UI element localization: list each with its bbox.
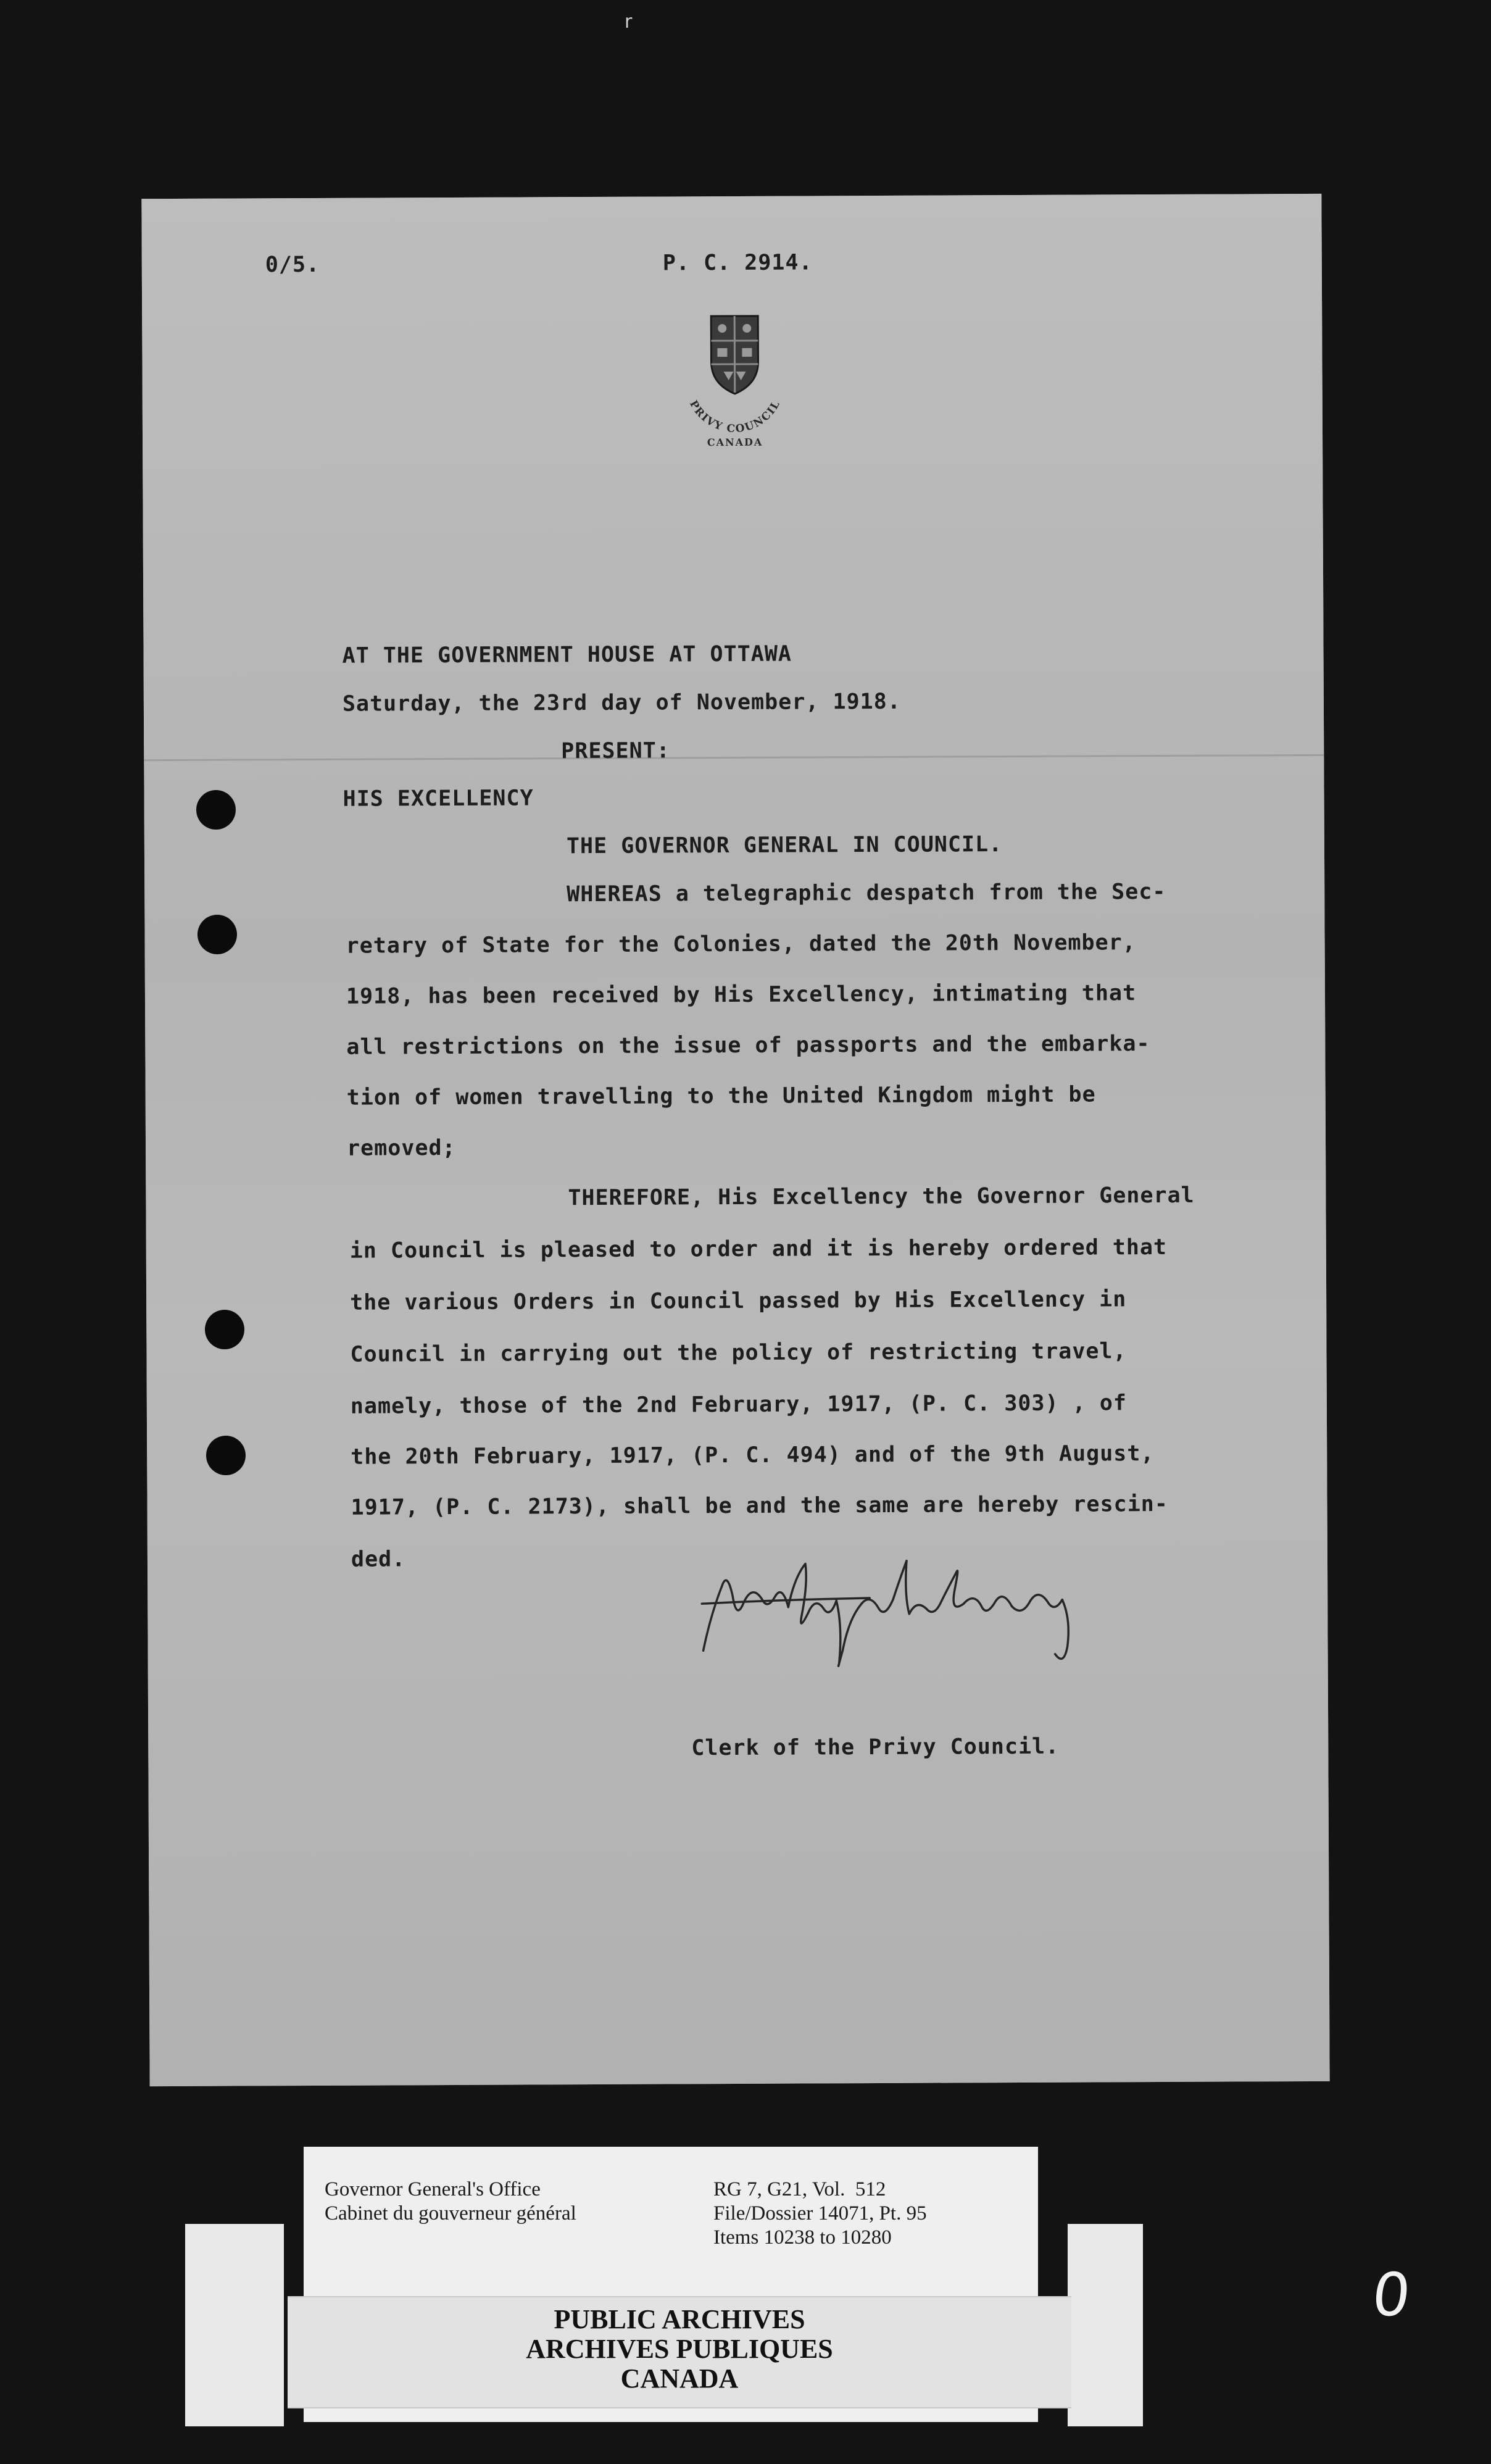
archives-fr: ARCHIVES PUBLIQUES: [526, 2334, 833, 2364]
heading-place: AT THE GOVERNMENT HOUSE AT OTTAWA: [342, 641, 792, 668]
whereas-line: tion of women travelling to the United Kingdom might be: [346, 1082, 1096, 1110]
top-mark: r: [625, 11, 633, 33]
whereas-line: 1918, has been received by His Excellency, intimating that: [346, 981, 1137, 1009]
therefore-line: in Council is pleased to order and it is hereby ordered that: [349, 1234, 1168, 1263]
frame-number: 0: [1369, 2260, 1414, 2329]
office-en: Governor General's Office: [325, 2178, 541, 2200]
document-page: [141, 194, 1329, 2086]
reference-line: Items 10238 to 10280: [713, 2226, 892, 2249]
office-fr: Cabinet du gouverneur général: [325, 2202, 576, 2225]
label-tab-right: [1068, 2224, 1143, 2426]
whereas-line: removed;: [346, 1135, 456, 1161]
therefore-line: THEREFORE, His Excellency the Governor General: [568, 1183, 1195, 1211]
privy-council-seal-icon: [660, 302, 809, 451]
archives-stamp: [288, 2305, 1071, 2394]
svg-text:PRIVY COUNCIL: PRIVY COUNCIL: [686, 397, 783, 436]
therefore-line: the 20th February, 1917, (P. C. 494) and of the 9th August,: [351, 1441, 1155, 1470]
archives-en: PUBLIC ARCHIVES: [554, 2304, 805, 2334]
therefore-line: ded.: [351, 1547, 406, 1572]
his-excellency: HIS EXCELLENCY: [343, 786, 534, 812]
handwritten-signature: [684, 1539, 1117, 1676]
reference-line: RG 7, G21, Vol. 512: [713, 2178, 886, 2200]
punch-hole: [197, 915, 237, 954]
punch-hole: [206, 1436, 246, 1475]
therefore-line: namely, those of the 2nd February, 1917, (P. C. 303) , of: [350, 1391, 1128, 1419]
therefore-line: Council in carrying out the policy of restricting travel,: [350, 1339, 1127, 1367]
fold-line: [144, 754, 1324, 761]
order-number: P. C. 2914.: [662, 250, 813, 276]
punch-hole: [205, 1310, 244, 1349]
label-tab-left: [185, 2224, 284, 2426]
whereas-line: WHEREAS a telegraphic despatch from the Sec-: [567, 879, 1166, 907]
therefore-line: the various Orders in Council passed by His Excellency in: [350, 1287, 1127, 1315]
governor-line: THE GOVERNOR GENERAL IN COUNCIL.: [566, 832, 1003, 859]
whereas-line: all restrictions on the issue of passports and the embarka-: [346, 1031, 1150, 1060]
whereas-line: retary of State for the Colonies, dated the 20th November,: [346, 930, 1136, 959]
present-label: PRESENT:: [561, 738, 670, 764]
therefore-line: 1917, (P. C. 2173), shall be and the same are hereby rescin-: [351, 1491, 1168, 1520]
file-mark: 0/5.: [265, 252, 320, 278]
svg-text:CANADA: CANADA: [707, 436, 763, 449]
archives-country: CANADA: [620, 2363, 739, 2394]
punch-hole: [196, 790, 236, 830]
signature-title: Clerk of the Privy Council.: [691, 1734, 1060, 1761]
heading-date: Saturday, the 23rd day of November, 1918.: [342, 689, 901, 717]
reference-line: File/Dossier 14071, Pt. 95: [713, 2202, 927, 2225]
